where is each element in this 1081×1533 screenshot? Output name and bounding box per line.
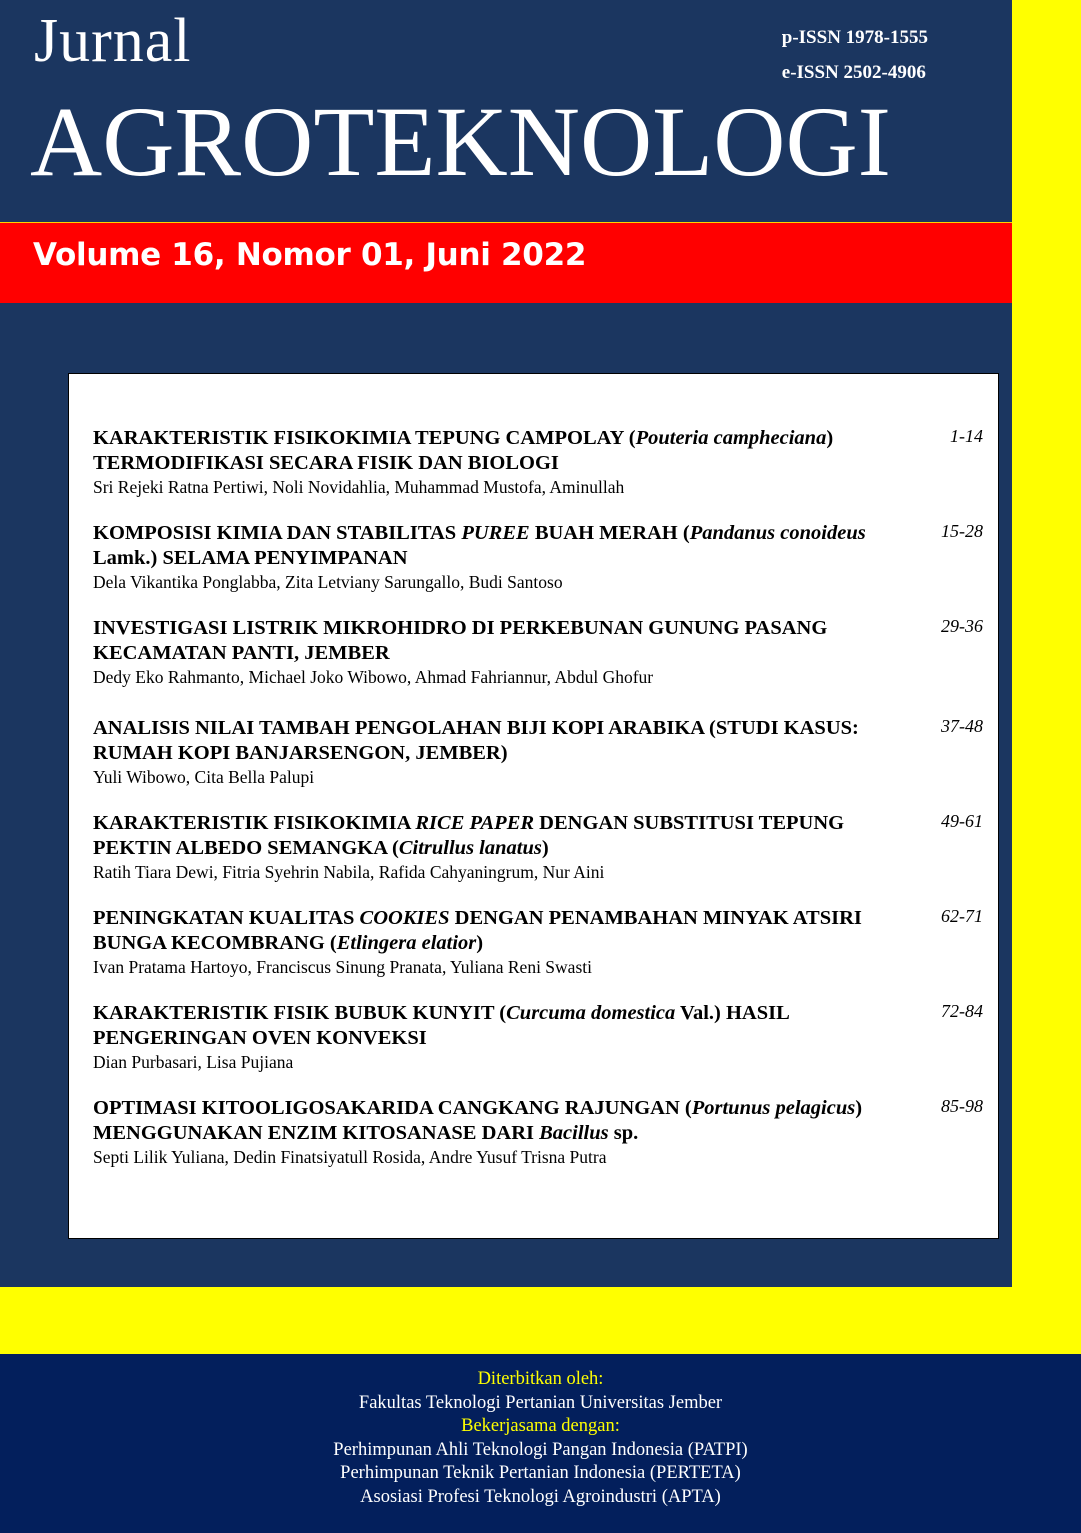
article-pages: 15-28 [941, 521, 983, 541]
article-authors: Dela Vikantika Ponglabba, Zita Letviany Sarungallo, Budi Santoso [93, 572, 563, 592]
article-title: KOMPOSISI KIMIA DAN STABILITAS PUREE BUAH MERAH (Pandanus conoideus Lamk.) SELAMA PENYIMPANAN [93, 522, 866, 569]
volume-band [0, 222, 1012, 303]
p-issn: p-ISSN 1978-1555 [781, 27, 928, 48]
e-issn: e-ISSN 2502-4906 [781, 62, 926, 83]
article-authors: Ratih Tiara Dewi, Fitria Syehrin Nabila, Rafida Cahyaningrum, Nur Aini [93, 862, 605, 882]
article-pages: 49-61 [941, 811, 983, 831]
table-of-contents [68, 373, 999, 1239]
article-title: INVESTIGASI LISTRIK MIKROHIDRO DI PERKEBUNAN GUNUNG PASANG KECAMATAN PANTI, JEMBER [93, 617, 828, 664]
partner-item: Asosiasi Profesi Teknologi Agroindustri (APTA) [360, 1486, 721, 1507]
partner-item: Perhimpunan Ahli Teknologi Pangan Indonesia (PATPI) [333, 1439, 748, 1460]
article-entry [93, 811, 983, 883]
article-pages: 29-36 [941, 616, 983, 636]
article-entry [93, 426, 983, 498]
article-pages: 1-14 [950, 426, 983, 446]
article-entry [93, 906, 983, 978]
article-pages: 85-98 [941, 1096, 983, 1116]
article-title: KARAKTERISTIK FISIK BUBUK KUNYIT (Curcuma domestica Val.) HASIL PENGERINGAN OVEN KONVEKSI [93, 1002, 789, 1049]
article-title: KARAKTERISTIK FISIKOKIMIA RICE PAPER DENGAN SUBSTITUSI TEPUNG PEKTIN ALBEDO SEMANGKA (Citrullus lanatus) [93, 812, 845, 859]
article-pages: 37-48 [941, 716, 983, 736]
issn-block [782, 20, 928, 90]
article-entry [93, 716, 983, 788]
article-authors: Ivan Pratama Hartoyo, Franciscus Sinung Pranata, Yuliana Reni Swasti [93, 957, 592, 977]
article-title: OPTIMASI KITOOLIGOSAKARIDA CANGKANG RAJUNGAN (Portunus pelagicus) MENGGUNAKAN ENZIM KITOSANASE DARI Bacillus sp. [93, 1097, 863, 1144]
article-authors: Septi Lilik Yuliana, Dedin Finatsiyatull Rosida, Andre Yusuf Trisna Putra [93, 1147, 607, 1167]
publisher-name: Fakultas Teknologi Pertanian Universitas Jember [358, 1392, 723, 1413]
journal-name: AGROTEKNOLOGI [30, 86, 891, 197]
article-pages: 72-84 [941, 1001, 983, 1021]
publisher-block [0, 1368, 1081, 1509]
article-authors: Dedy Eko Rahmanto, Michael Joko Wibowo, Ahmad Fahriannur, Abdul Ghofur [93, 667, 654, 687]
published-by-label: Diterbitkan oleh: [477, 1369, 604, 1389]
article-authors: Sri Rejeki Ratna Pertiwi, Noli Novidahlia, Muhammad Mustofa, Aminullah [93, 477, 625, 497]
journal-word: Jurnal [34, 7, 192, 75]
article-title: PENINGKATAN KUALITAS COOKIES DENGAN PENAMBAHAN MINYAK ATSIRI BUNGA KECOMBRANG (Etlingera elatior) [93, 907, 862, 954]
publisher-footer [0, 1354, 1081, 1533]
article-entry [93, 521, 983, 593]
partner-item: Perhimpunan Teknik Pertanian Indonesia (PERTETA) [340, 1463, 741, 1483]
partner-label: Bekerjasama dengan: [461, 1416, 620, 1436]
article-pages: 62-71 [941, 906, 983, 926]
article-title: KARAKTERISTIK FISIKOKIMIA TEPUNG CAMPOLAY (Pouteria campheciana) TERMODIFIKASI SECARA FISIK DAN BIOLOGI [93, 427, 834, 474]
volume-line: Volume 16, Nomor 01, Juni 2022 [33, 237, 587, 273]
article-entry [93, 616, 983, 688]
article-entry [93, 1096, 983, 1168]
article-title: ANALISIS NILAI TAMBAH PENGOLAHAN BIJI KOPI ARABIKA (STUDI KASUS: RUMAH KOPI BANJARSENGON, JEMBER) [93, 717, 859, 764]
article-authors: Dian Purbasari, Lisa Pujiana [93, 1052, 294, 1072]
article-authors: Yuli Wibowo, Cita Bella Palupi [93, 767, 315, 787]
article-entry [93, 1001, 983, 1073]
